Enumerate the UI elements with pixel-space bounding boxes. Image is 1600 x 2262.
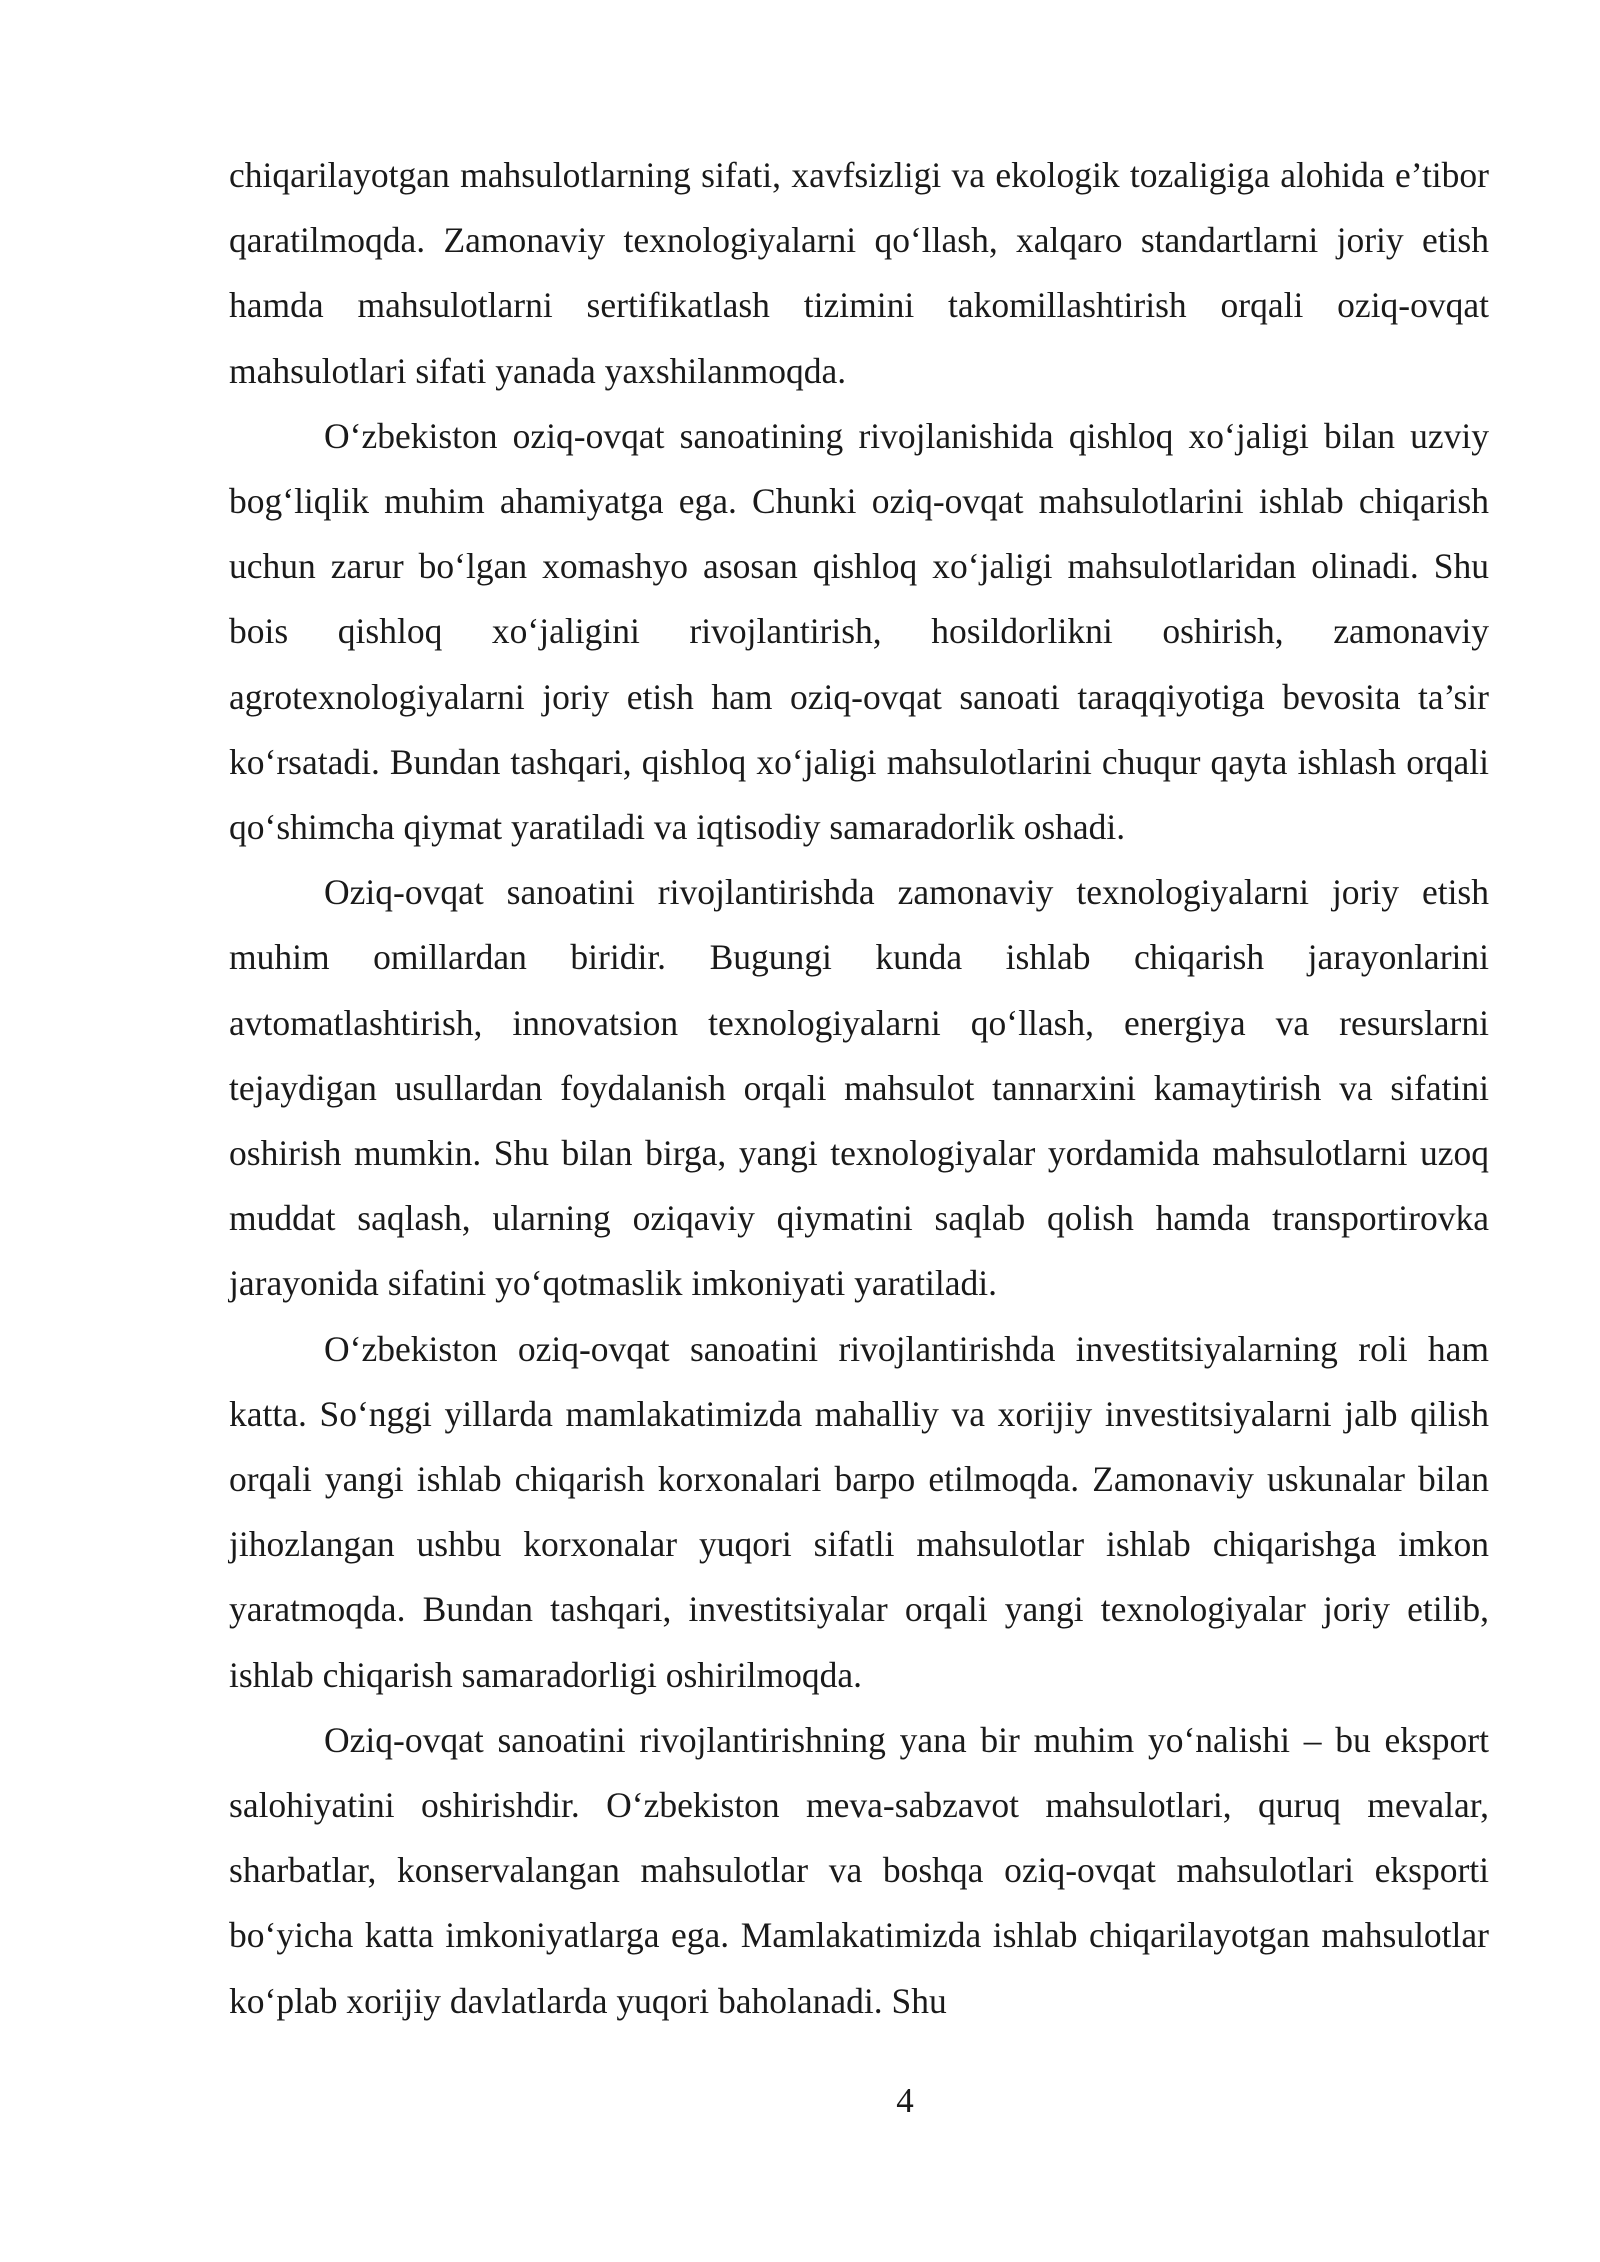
paragraph-investments: O‘zbekiston oziq-ovqat sanoatini rivojlantirishda investitsiyalarning roli ham katta. So‘nggi yillarda mamlakatimizda mahalliy va xorijiy investitsiyalarni jalb qilish orqali yangi ishlab chiqarish korxonalari barpo etilmoqda. Zamonaviy uskunalar bilan jihozlangan ushbu korxonalar yuqori sifatli mahsulotlar ishlab chiqarishga imkon yaratmoqda. Bundan tashqari, investitsiyalar orqali yangi texnologiyalar joriy etilib, ishlab chiqarish samaradorligi oshirilmoqda. [229,1328,1489,1695]
paragraph-technologies: Oziq-ovqat sanoatini rivojlantirishda zamonaviy texnologiyalarni joriy etish muhim omillardan biridir. Bugungi kunda ishlab chiqarish jarayonlarini avtomatlashtirish, innovatsion texnologiyalarni qo‘llash, energiya va resurslarni tejaydigan usullardan foydalanish orqali mahsulot tannarxini kamaytirish va sifatini oshirish mumkin. Shu bilan birga, yangi texnologiyalar yordamida mahsulotlarni uzoq muddat saqlash, ularning oziqaviy qiymatini saqlab qolish hamda transportirovka jarayonida sifatini yo‘qotmaslik imkoniyati yaratiladi. [229,872,1489,1304]
paragraph-continuation: chiqarilayotgan mahsulotlarning sifati, xavfsizligi va ekologik tozaligiga alohida e’tibor qaratilmoqda. Zamonaviy texnologiyalarni qo‘llash, xalqaro standartlarni joriy etish hamda mahsulotlarni sertifikatlash tizimini takomillashtirish orqali oziq-ovqat mahsulotlari sifati yanada yaxshilanmoqda. [229,155,1489,391]
page-number: 4 [896,2081,914,2120]
paragraph-agriculture: O‘zbekiston oziq-ovqat sanoatining rivojlanishida qishloq xo‘jaligi bilan uzviy bog‘liqlik muhim ahamiyatga ega. Chunki oziq-ovqat mahsulotlarini ishlab chiqarish uchun zarur bo‘lgan xomashyo asosan qishloq xo‘jaligi mahsulotlaridan olinadi. Shu bois qishloq xo‘jaligini rivojlantirish, hosildorlikni oshirish, zamonaviy agrotexnologiyalarni joriy etish ham oziq-ovqat sanoati taraqqiyotiga bevosita ta’sir ko‘rsatadi. Bundan tashqari, qishloq xo‘jaligi mahsulotlarini chuqur qayta ishlash orqali qo‘shimcha qiymat yaratiladi va iqtisodiy samaradorlik oshadi. [229,415,1489,848]
paragraph-export: Oziq-ovqat sanoatini rivojlantirishning yana bir muhim yo‘nalishi – bu eksport salohiyatini oshirishdir. O‘zbekiston meva-sabzavot mahsulotlari, quruq mevalar, sharbatlar, konservalangan mahsulotlar va boshqa oziq-ovqat mahsulotlari eksporti bo‘yicha katta imkoniyatlarga ega. Mamlakatimizda ishlab chiqarilayotgan mahsulotlar ko‘plab xorijiy davlatlarda yuqori baholanadi. Shu [229,1719,1489,2021]
body-text [229,143,1489,2034]
